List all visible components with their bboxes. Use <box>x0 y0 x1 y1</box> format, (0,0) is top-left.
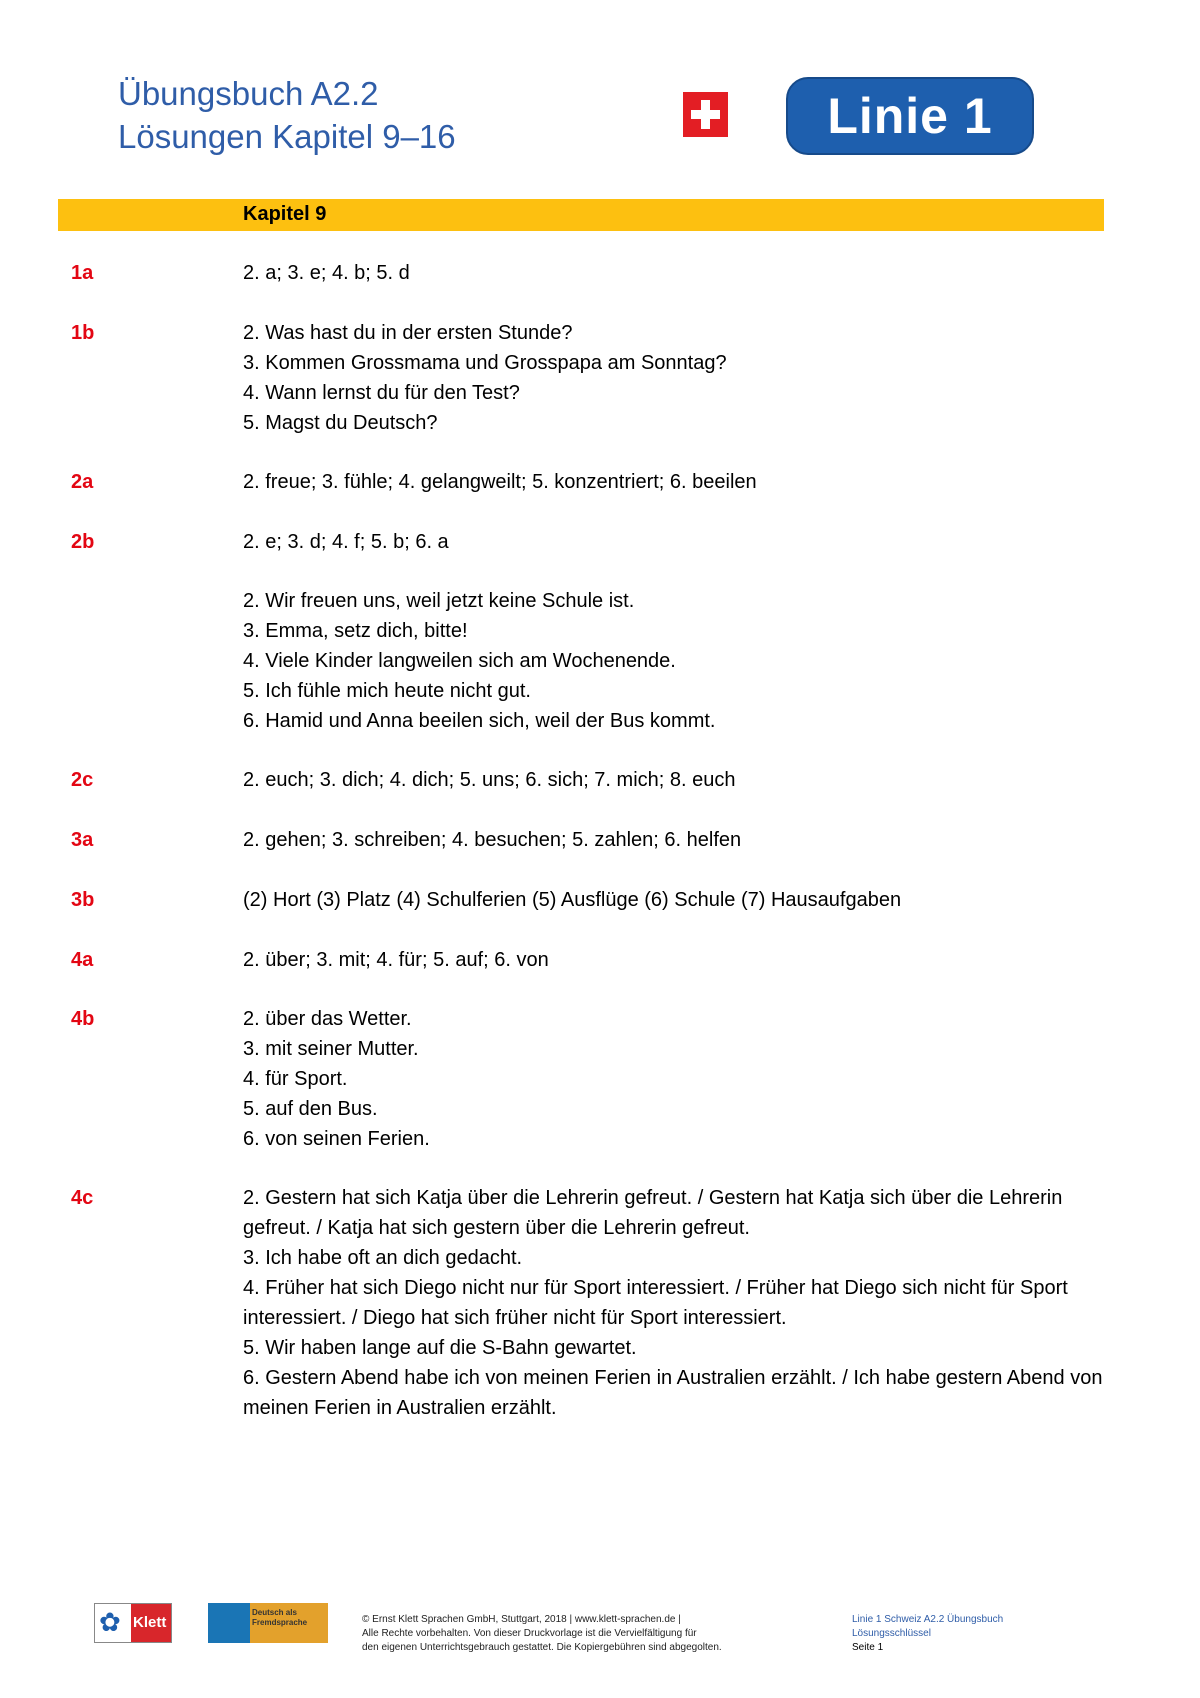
answer-line: 4. für Sport. <box>243 1068 348 1090</box>
document-title <box>118 72 456 158</box>
copyright-line: den eigenen Unterrichtsgebrauch gestattet. Die Kopiergebühren sind abgegolten. <box>362 1642 722 1653</box>
exercise-label: 1b <box>71 322 95 344</box>
daf-logo <box>208 1603 328 1643</box>
page-number: Seite 1 <box>852 1642 884 1653</box>
exercise-answers <box>243 1004 1103 1154</box>
answer-line: 3. mit seiner Mutter. <box>243 1038 419 1060</box>
footer-copyright <box>362 1613 802 1655</box>
linie-1-logo-text: Linie 1 <box>827 88 993 144</box>
exercise-answers <box>243 945 1103 975</box>
chapter-heading: Kapitel 9 <box>243 203 327 225</box>
answer-line: 4. Wann lernst du für den Test? <box>243 382 520 404</box>
answer-line: 4. Früher hat sich Diego nicht nur für Sport interessiert. / Früher hat Diego sich nicht für Sport interessiert. / Diego hat sich früher nicht für Sport interessiert. <box>243 1277 1068 1329</box>
exercise-answers <box>243 258 1103 288</box>
exercise-label: 4a <box>71 949 94 971</box>
exercise-answers <box>243 318 1103 438</box>
answer-line: 5. Magst du Deutsch? <box>243 412 438 434</box>
footer-book-info <box>852 1613 1052 1655</box>
exercise-label: 2c <box>71 769 94 791</box>
answer-line: 5. Ich fühle mich heute nicht gut. <box>243 680 531 702</box>
answer-line: 5. auf den Bus. <box>243 1098 378 1120</box>
klett-logo-text: Klett <box>133 1614 167 1631</box>
answer-line: 2. gehen; 3. schreiben; 4. besuchen; 5. zahlen; 6. helfen <box>243 829 742 851</box>
answer-line: 2. a; 3. e; 4. b; 5. d <box>243 262 410 284</box>
book-title: Linie 1 Schweiz A2.2 Übungsbuch <box>852 1614 1004 1625</box>
answer-line: 2. Was hast du in der ersten Stunde? <box>243 322 573 344</box>
exercise-answers <box>243 1183 1103 1423</box>
exercise-label: 1a <box>71 262 94 284</box>
klett-flower-icon: ✿ <box>99 1608 121 1638</box>
exercise-label: 2a <box>71 471 94 493</box>
answer-line: 2. über das Wetter. <box>243 1008 412 1030</box>
answer-line: 2. euch; 3. dich; 4. dich; 5. uns; 6. sich; 7. mich; 8. euch <box>243 769 736 791</box>
chapter-heading-bar <box>58 199 1104 231</box>
linie-1-logo <box>786 77 1034 155</box>
exercise-answers <box>243 825 1103 855</box>
exercise-answers <box>243 467 1103 497</box>
copyright-line: © Ernst Klett Sprachen GmbH, Stuttgart, 2018 | www.klett-sprachen.de | <box>362 1614 681 1625</box>
answer-line: 2. Gestern hat sich Katja über die Lehrerin gefreut. / Gestern hat Katja sich über die Lehrerin gefreut. / Katja hat sich gestern über die Lehrerin gefreut. <box>243 1187 1063 1239</box>
copyright-line: Alle Rechte vorbehalten. Von dieser Druckvorlage ist die Vervielfältigung für <box>362 1628 697 1639</box>
answer-line: 5. Wir haben lange auf die S-Bahn gewartet. <box>243 1337 637 1359</box>
answer-line: 2. freue; 3. fühle; 4. gelangweilt; 5. konzentriert; 6. beeilen <box>243 471 757 493</box>
exercise-label: 4c <box>71 1187 94 1209</box>
exercise-label: 3a <box>71 829 94 851</box>
klett-logo <box>94 1603 172 1643</box>
swiss-flag-icon <box>683 92 728 137</box>
book-subtitle: Lösungsschlüssel <box>852 1628 931 1639</box>
answer-line: 6. von seinen Ferien. <box>243 1128 430 1150</box>
daf-logo-text: Deutsch als Fremdsprache <box>252 1608 308 1627</box>
answer-line: 3. Ich habe oft an dich gedacht. <box>243 1247 523 1269</box>
answer-line: 4. Viele Kinder langweilen sich am Wochenende. <box>243 650 676 672</box>
answer-line: (2) Hort (3) Platz (4) Schulferien (5) Ausflüge (6) Schule (7) Hausaufgaben <box>243 889 902 911</box>
title-line-1: Übungsbuch A2.2 <box>118 75 379 112</box>
exercise-answers <box>243 765 1103 795</box>
answer-line: 6. Gestern Abend habe ich von meinen Ferien in Australien erzählt. / Ich habe gestern Abend von meinen Ferien in Australien erzählt. <box>243 1367 1103 1419</box>
answer-line: 2. e; 3. d; 4. f; 5. b; 6. a <box>243 531 449 553</box>
answer-line: 3. Kommen Grossmama und Grosspapa am Sonntag? <box>243 352 727 374</box>
exercise-label: 3b <box>71 889 95 911</box>
answer-line: 6. Hamid und Anna beeilen sich, weil der Bus kommt. <box>243 710 716 732</box>
exercise-answers <box>243 885 1103 915</box>
answer-line: 2. über; 3. mit; 4. für; 5. auf; 6. von <box>243 949 549 971</box>
exercise-label: 2b <box>71 531 95 553</box>
exercise-label: 4b <box>71 1008 95 1030</box>
exercise-answers <box>243 586 1103 736</box>
title-line-2: Lösungen Kapitel 9–16 <box>118 118 456 155</box>
answer-line: 2. Wir freuen uns, weil jetzt keine Schule ist. <box>243 590 635 612</box>
answer-line: 3. Emma, setz dich, bitte! <box>243 620 468 642</box>
exercise-answers <box>243 527 1103 557</box>
